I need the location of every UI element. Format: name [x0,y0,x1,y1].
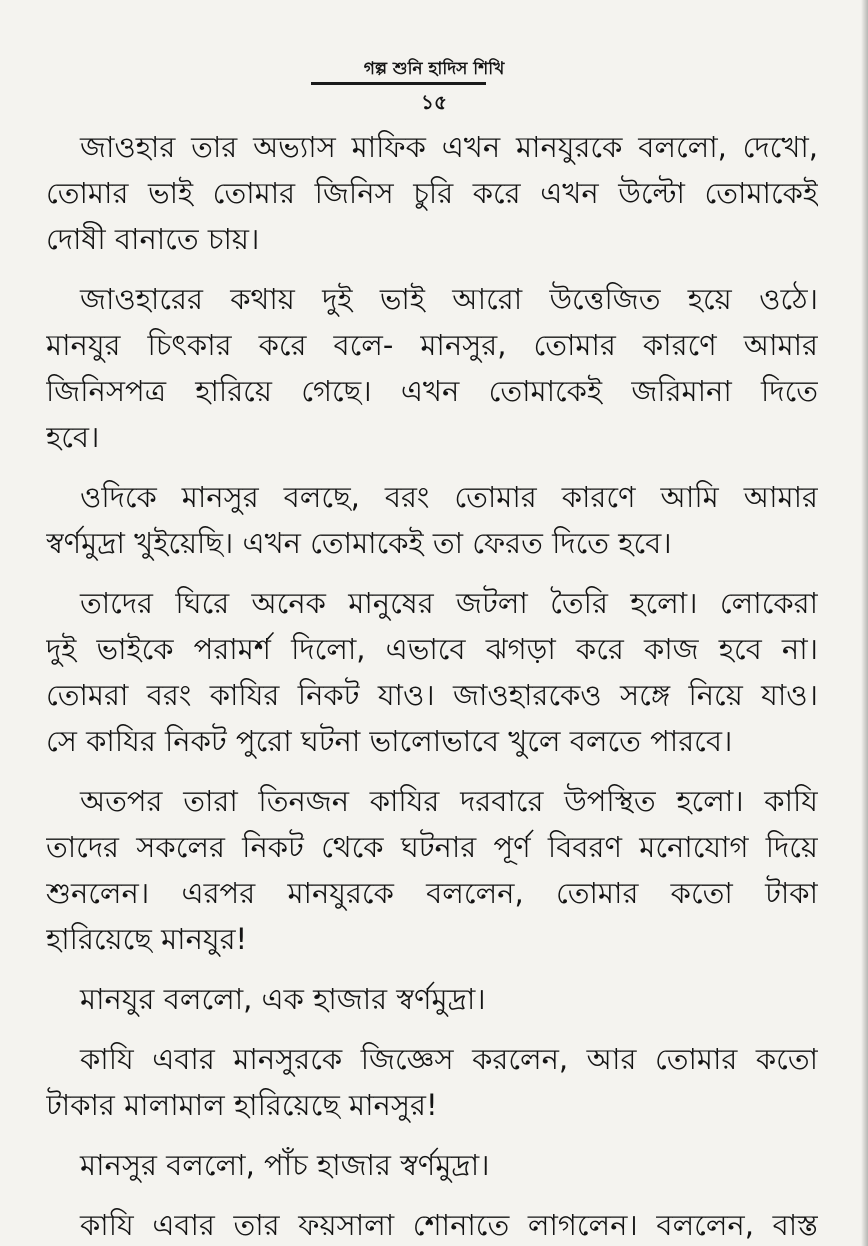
paragraph-gap [46,262,818,276]
text-line: দুই ভাইকে পরামর্শ দিলো, এভাবে ঝগড়া করে কাজ হবে না। [46,632,818,666]
paragraph-gap [46,1022,818,1036]
text-line: ওদিকে মানসুর বলছে, বরং তোমার কারণে আমি আমার [80,480,818,514]
paragraph-gap [46,460,818,474]
text-line: দোষী বানাতে চায়। [46,222,260,256]
paragraph-gap [46,566,818,580]
text-line: কাযি এবার মানসুরকে জিজ্ঞেস করলেন, আর তোমার কতো [80,1042,818,1076]
text-line: তাদের ঘিরে অনেক মানুষের জটলা তৈরি হলো। লোকেরা [80,586,818,620]
text-line: জিনিসপত্র হারিয়ে গেছে। এখন তোমাকেই জরিমানা দিতে [46,374,818,408]
text-line: তোমরা বরং কাযির নিকট যাও। জাওহারকেও সঙ্গে নিয়ে যাও। [46,678,818,712]
page-edge-shadow [861,0,868,1246]
text-line: অতপর তারা তিনজন কাযির দরবারে উপস্থিত হলো। কাযি [80,784,818,818]
text-line: কাযি এবার তার ফয়সালা শোনাতে লাগলেন। বললেন, বাস্ত [80,1208,818,1242]
paragraph-gap [46,1128,818,1142]
text-line: স্বর্ণমুদ্রা খুইয়েছি। এখন তোমাকেই তা ফেরত দিতে হবে। [46,526,672,560]
header-underline [311,82,486,85]
text-line: জাওহারের কথায় দুই ভাই আরো উত্তেজিত হয়ে ওঠে। [80,282,818,316]
text-line: তাদের সকলের নিকট থেকে ঘটনার পূর্ণ বিবরণ মনোযোগ দিয়ে [46,830,818,864]
text-line: শুনলেন। এরপর মানযুরকে বললেন, তোমার কতো টাকা [46,876,818,910]
text-line: টাকার মালামাল হারিয়েছে মানসুর! [46,1088,438,1122]
paragraph-gap [46,962,818,976]
text-line: মানসুর বললো, পাঁচ হাজার স্বর্ণমুদ্রা। [80,1148,490,1182]
text-line: সে কাযির নিকট পুরো ঘটনা ভালোভাবে খুলে বলতে পারবে। [46,724,733,758]
text-line: হবে। [46,420,100,454]
body-text [46,124,818,1246]
header-title: গল্প শুনি হাদিস শিখি [363,59,505,79]
paragraph-gap [46,1188,818,1202]
page-number: ১৫ [421,90,447,114]
paragraph-gap [46,764,818,778]
text-line: মানযুর বললো, এক হাজার স্বর্ণমুদ্রা। [80,982,486,1016]
text-line: হারিয়েছে মানযুর! [46,922,248,956]
text-line: মানযুর চিৎকার করে বলে- মানসুর, তোমার কারণে আমার [46,328,818,362]
text-line: জাওহার তার অভ্যাস মাফিক এখন মানযুরকে বললো, দেখো, [80,130,818,164]
text-line: তোমার ভাই তোমার জিনিস চুরি করে এখন উল্টো তোমাকেই [46,176,818,210]
